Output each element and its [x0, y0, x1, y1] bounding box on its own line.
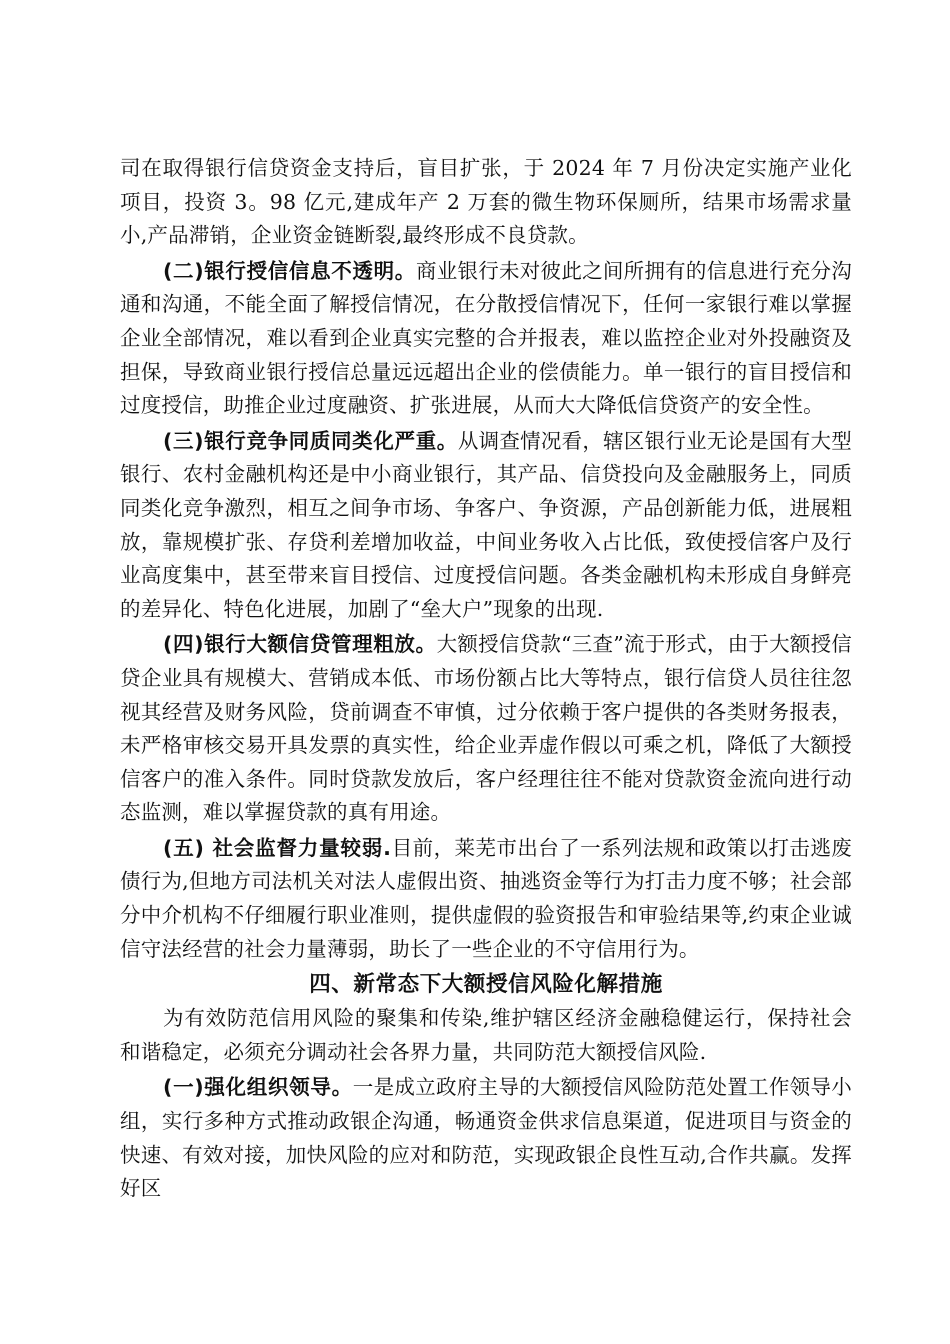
paragraph-credit-management [120, 628, 852, 830]
paragraph-text: 司在取得银行信贷资金支持后，盲目扩张，于 2024 年 7 月份决定实施产业化项目，投资 3。98 亿元,建成年产 2 万套的微生物环保厕所，结果市场需求量小,产品滞销，企业资金链断裂,最终形成不良贷款。 [120, 156, 852, 248]
paragraph-bank-credit-info [120, 255, 852, 423]
paragraph-text: 从调查情况看，辖区银行业无论是国有大型银行、农村金融机构还是中小商业银行，其产品、信贷投向及金融服务上，同质同类化竞争激烈，相互之间争市场、争客户、争资源，产品创新能力低，进展粗放，靠规模扩张、存贷利差增加收益，中间业务收入占比低，致使授信客户及行业高度集中，甚至带来盲目授信、过度授信问题。各类金融机构未形成自身鲜亮的差异化、特色化进展，加剧了“垒大户”现象的出现. [120, 428, 852, 621]
section-heading: 四、新常态下大额授信风险化解措施 [309, 972, 663, 998]
paragraph-lead: (二)银行授信信息不透明。 [163, 258, 416, 283]
paragraph-lead: (三)银行竞争同质同类化严重。 [163, 428, 458, 453]
paragraph-continuation [120, 152, 852, 253]
paragraph-section-intro [120, 1002, 852, 1069]
paragraph-lead: (四)银行大额信贷管理粗放。 [163, 632, 437, 657]
paragraph-organization [120, 1071, 852, 1205]
paragraph-lead: (五) 社会监督力量较弱. [163, 835, 392, 860]
paragraph-text: 一是成立政府主导的大额授信风险防范处置工作领导小组，实行多种方式推动政银企沟通，畅通资金供求信息渠道，促进项目与资金的快速、有效对接，加快风险的应对和防范，实现政银企良性互动,合作共赢。发挥好区 [120, 1075, 852, 1201]
paragraph-social-supervision [120, 832, 852, 966]
paragraph-text: 商业银行未对彼此之间所拥有的信息进行充分沟通和沟通，不能全面了解授信情况，在分散授信情况下，任何一家银行难以掌握企业全部情况，难以看到企业真实完整的合并报表，难以监控企业对外投融资及担保，导致商业银行授信总量远远超出企业的偿债能力。单一银行的盲目授信和过度授信，助推企业过度融资、扩张进展，从而大大降低信贷资产的安全性。 [120, 258, 852, 418]
paragraph-text: 为有效防范信用风险的聚集和传染,维护辖区经济金融稳健运行，保持社会和谐稳定，必须充分调动社会各界力量，共同防范大额授信风险. [120, 1006, 852, 1064]
paragraph-lead: (一)强化组织领导。 [163, 1075, 353, 1100]
paragraph-text: 目前，莱芜市出台了一系列法规和政策以打击逃废债行为,但地方司法机关对法人虚假出资、抽逃资金等行为打击力度不够；社会部分中介机构不仔细履行职业准则，提供虚假的验资报告和审验结果等,约束企业诚信守法经营的社会力量薄弱，助长了一些企业的不守信用行为。 [120, 835, 852, 961]
paragraph-bank-competition [120, 425, 852, 627]
paragraph-text: 大额授信贷款“三查”流于形式，由于大额授信贷企业具有规模大、营销成本低、市场份额占比大等特点，银行信贷人员往往忽视其经营及财务风险，贷前调查不审慎，过分依赖于客户提供的各类财务报表，未严格审核交易开具发票的真实性，给企业弄虚作假以可乘之机，降低了大额授信客户的准入条件。同时贷款发放后，客户经理往往不能对贷款资金流向进行动态监测，难以掌握贷款的真有用途。 [120, 632, 852, 825]
